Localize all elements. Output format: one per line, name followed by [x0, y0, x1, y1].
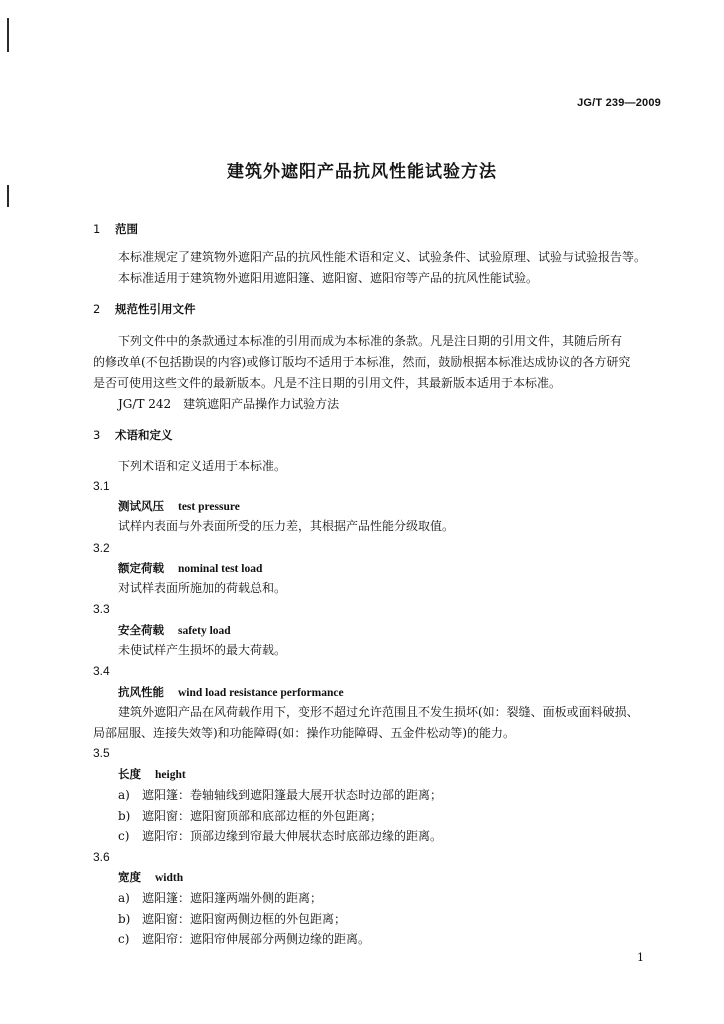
term-en: safety load [178, 625, 231, 637]
list-item [118, 808, 382, 824]
list-item-tag: c) [118, 829, 130, 843]
term-3-3-number: 3.3 [93, 602, 110, 616]
term-en: width [155, 872, 184, 884]
list-item [118, 787, 442, 803]
scan-edge-mark-middle [7, 185, 9, 207]
list-item-text: 遮阳窗：遮阳窗两侧边框的外包距离； [142, 912, 347, 926]
term-3-5-heading [118, 766, 186, 783]
section-1-heading [93, 221, 138, 237]
section-2-paragraph-line-3: 是否可使用这些文件的最新版本。凡是不注日期的引用文件，其最新版本适用于本标准。 [93, 376, 562, 390]
section-2-paragraph-line-1: 下列文件中的条款通过本标准的引用而成为本标准的条款。凡是注日期的引用文件，其随后所有 [118, 334, 623, 348]
term-3-1-heading [118, 498, 240, 515]
list-item-text: 遮阳篷：卷轴轴线到遮阳篷最大展开状态时边部的距离； [142, 788, 443, 802]
section-title: 范围 [115, 222, 138, 236]
term-3-1-definition: 试样内表面与外表面所受的压力差，其根据产品性能分级取值。 [118, 519, 455, 533]
list-item-text: 遮阳帘：遮阳帘伸展部分两侧边缘的距离。 [142, 932, 371, 946]
term-3-4-definition-line-1: 建筑外遮阳产品在风荷载作用下，变形不超过允许范围且不发生损坏(如：裂缝、面板或面料破损、 [118, 705, 639, 719]
term-3-3-definition: 未使试样产生损坏的最大荷载。 [118, 643, 287, 657]
term-3-6-heading [118, 869, 183, 886]
list-item [118, 890, 322, 906]
term-3-2-definition: 对试样表面所施加的荷载总和。 [118, 581, 287, 595]
section-2-heading [93, 301, 196, 317]
list-item-text: 遮阳篷：遮阳篷两端外侧的距离； [142, 891, 323, 905]
section-3-heading [93, 427, 173, 443]
section-1-paragraph-2: 本标准适用于建筑物外遮阳用遮阳篷、遮阳窗、遮阳帘等产品的抗风性能试验。 [118, 271, 539, 285]
list-item [118, 931, 370, 947]
term-3-5-number: 3.5 [93, 746, 110, 760]
term-cn: 安全荷载 [118, 623, 164, 637]
term-3-4-number: 3.4 [93, 664, 110, 678]
list-item-tag: c) [118, 932, 130, 946]
section-1-paragraph-1: 本标准规定了建筑物外遮阳产品的抗风性能术语和定义、试验条件、试验原理、试验与试验报告等。 [118, 250, 647, 264]
term-3-2-number: 3.2 [93, 541, 110, 555]
term-en: nominal test load [178, 563, 263, 575]
list-item-text: 遮阳帘：顶部边缘到帘最大伸展状态时底部边缘的距离。 [142, 829, 443, 843]
section-title: 规范性引用文件 [115, 302, 196, 316]
list-item-tag: a) [118, 891, 130, 905]
term-en: test pressure [178, 501, 240, 513]
scan-edge-mark-top [7, 18, 9, 52]
list-item [118, 828, 442, 844]
section-number: 3 [93, 428, 101, 442]
list-item-tag: b) [118, 912, 131, 926]
section-number: 2 [93, 302, 101, 316]
section-number: 1 [93, 222, 101, 236]
standard-code: JG/T 239—2009 [577, 97, 661, 109]
section-2-paragraph-line-2: 的修改单(不包括勘误的内容)或修订版均不适用于本标准，然而，鼓励根据本标准达成协议的各方研究 [93, 355, 631, 369]
list-item-text: 遮阳窗：遮阳窗顶部和底部边框的外包距离； [142, 809, 383, 823]
term-cn: 长度 [118, 767, 141, 781]
term-en: height [155, 769, 186, 781]
term-3-2-heading [118, 560, 262, 577]
term-3-4-heading [118, 684, 344, 701]
term-en: wind load resistance performance [178, 687, 344, 699]
term-3-1-number: 3.1 [93, 479, 110, 493]
list-item-tag: a) [118, 788, 130, 802]
normative-reference: JG/T 242 建筑遮阳产品操作力试验方法 [118, 397, 340, 411]
term-cn: 测试风压 [118, 499, 164, 513]
term-3-6-number: 3.6 [93, 850, 110, 864]
section-3-intro: 下列术语和定义适用于本标准。 [118, 459, 287, 473]
section-title: 术语和定义 [115, 428, 173, 442]
list-item [118, 911, 346, 927]
document-title: 建筑外遮阳产品抗风性能试验方法 [227, 162, 497, 182]
page-number: 1 [637, 951, 644, 964]
term-cn: 额定荷载 [118, 561, 164, 575]
term-3-4-definition-line-2: 局部屈服、连接失效等)和功能障碍(如：操作功能障碍、五金件松动等)的能力。 [93, 726, 516, 740]
term-3-3-heading [118, 622, 231, 639]
list-item-tag: b) [118, 809, 131, 823]
term-cn: 宽度 [118, 870, 141, 884]
term-cn: 抗风性能 [118, 685, 164, 699]
